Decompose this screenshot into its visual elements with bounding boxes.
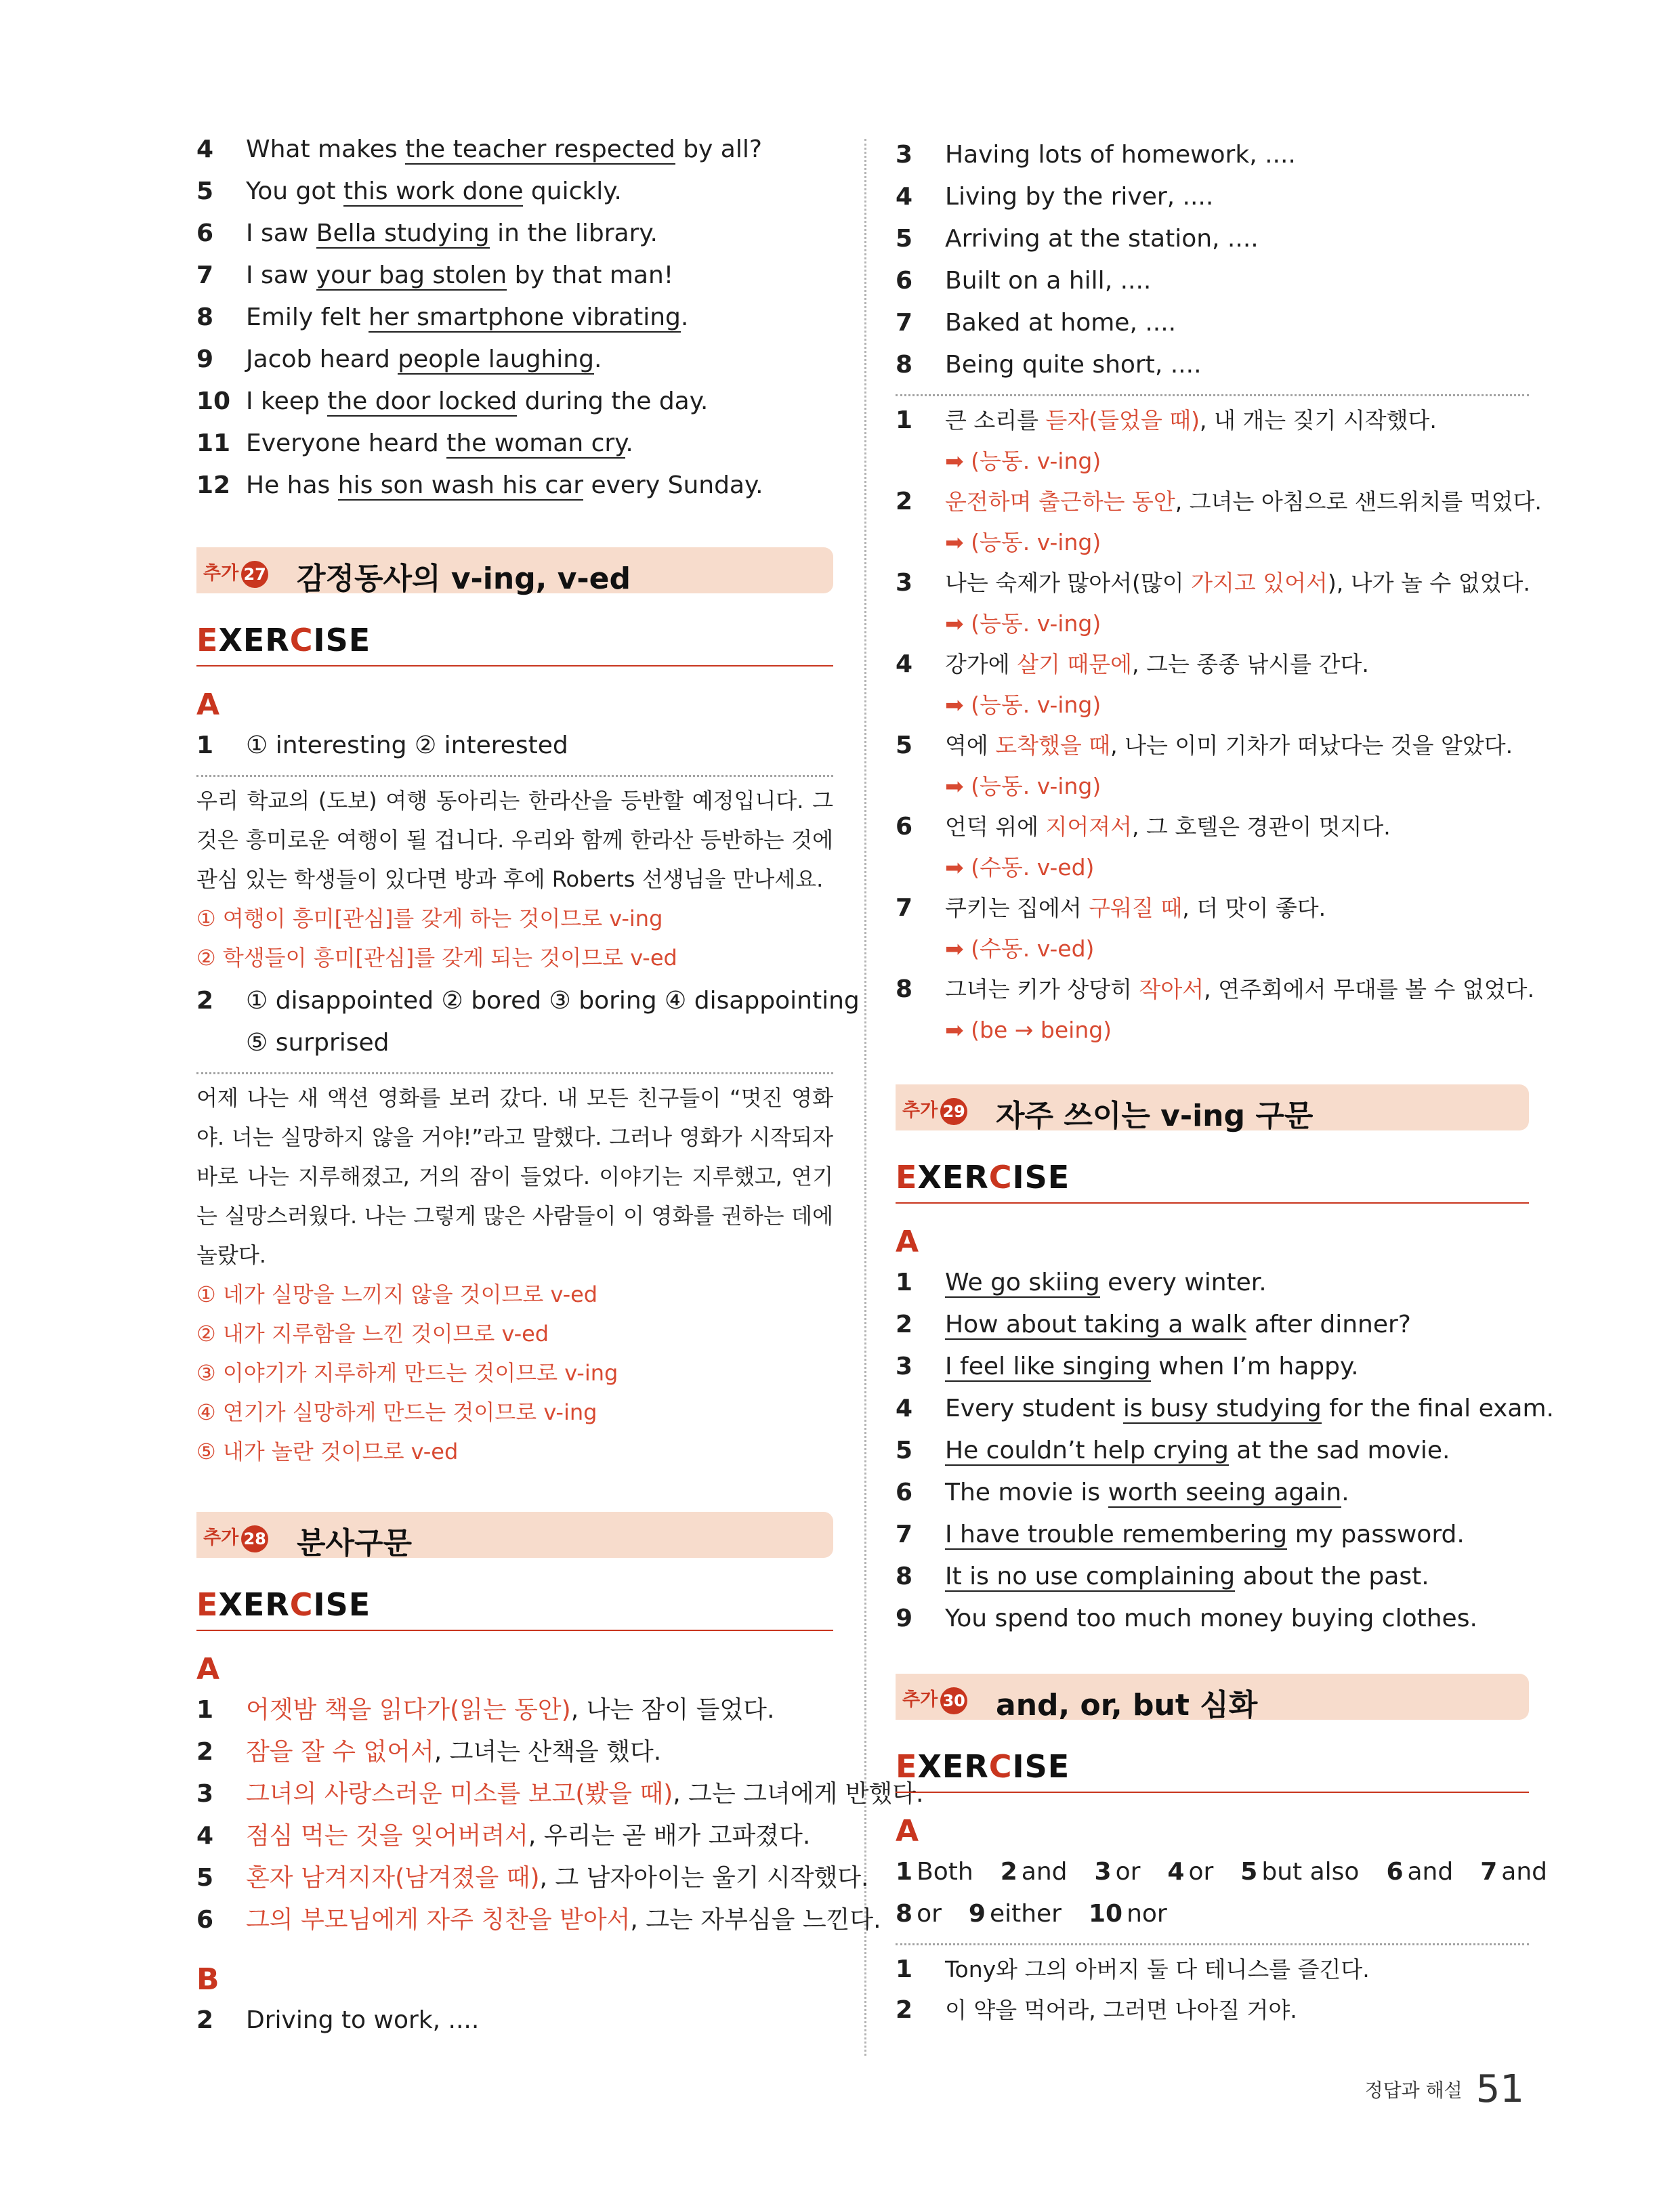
translation-text: Tony와 그의 아버지 둘 다 테니스를 즐긴다.: [945, 1956, 1370, 1983]
answer-item: [1167, 1858, 1213, 1886]
item-number: 7: [196, 261, 214, 289]
translation-item: [896, 807, 1529, 888]
translation-item: [896, 888, 1529, 969]
text-segment: , 그녀는 아침으로 샌드위치를 먹었다.: [1175, 488, 1542, 515]
answer-word: and: [1407, 1858, 1454, 1886]
sentence-row: [196, 465, 833, 507]
underlined-phrase: worth seeing again: [1108, 1479, 1342, 1506]
item-number: 6: [196, 219, 214, 247]
translation-item: [896, 563, 1529, 644]
text-segment: my password.: [1287, 1521, 1465, 1548]
text-segment: 그녀는 키가 상당히: [945, 976, 1139, 1002]
translation-list: [896, 1949, 1529, 2031]
section-title: and, or, but 심화: [996, 1688, 1258, 1722]
underlined-phrase: I feel like singing: [945, 1353, 1151, 1380]
answer-row: [196, 1731, 833, 1773]
item-number: 4: [896, 183, 913, 211]
item-number: 9: [968, 1900, 986, 1928]
answer-word: or: [1115, 1858, 1141, 1886]
text-segment: quickly.: [523, 177, 622, 205]
text-segment: , 연주회에서 무대를 볼 수 없었다.: [1204, 976, 1534, 1002]
translation-item: [896, 1990, 1529, 2031]
answer-row: [196, 1857, 869, 1899]
text-segment: .: [625, 429, 633, 457]
item-number: 7: [896, 894, 913, 922]
item-text: [945, 1346, 1359, 1388]
sentence-row: [196, 171, 833, 213]
answer-highlight: 작아서: [1139, 976, 1204, 1002]
translation-text: [945, 807, 1529, 847]
item-number: 8: [196, 303, 214, 331]
underlined-phrase: How about taking a walk: [945, 1311, 1247, 1338]
note-line: ④ 연기가 실망하게 만드는 것이므로 v-ing: [196, 1399, 597, 1425]
item-number: 2: [196, 1738, 214, 1766]
text-segment: in the library.: [489, 219, 658, 247]
answer-highlight: 점심 먹는 것을 잊어버려서: [246, 1822, 528, 1850]
text-segment: at the sad movie.: [1228, 1437, 1450, 1464]
item-text: Built on a hill, ....: [945, 267, 1152, 295]
item-number: 4: [896, 1395, 913, 1422]
sentence-row: [196, 423, 833, 465]
text-segment: Jacob heard: [246, 345, 398, 373]
sentence-row: [196, 381, 833, 423]
section-header-29: [896, 1084, 1529, 1133]
underlined-phrase: the woman cry: [446, 429, 626, 457]
answer-item: [1240, 1858, 1359, 1886]
grammar-note: ➡ (능동. v-ing): [945, 448, 1101, 474]
item-text: [945, 1388, 1554, 1430]
text-segment: during the day.: [517, 387, 709, 415]
translation-paragraph: 우리 학교의 (도보) 여행 동아리는 한라산을 등반할 예정입니다. 그것은 흥미로운 여행이 될 겁니다. 우리와 함께 한라산 등반하는 것에 관심 있는 학생들이 있다면 방과 후에 Roberts 선생님을 만나세요.: [196, 788, 833, 892]
translation-item: [896, 969, 1534, 1051]
item-number: 5: [896, 225, 913, 253]
underlined-phrase: the teacher respected: [405, 135, 675, 163]
item-number: 6: [196, 1906, 214, 1934]
answer-item: [1095, 1858, 1141, 1886]
underlined-phrase: He couldn’t help crying: [945, 1437, 1229, 1464]
grammar-note: ➡ (수동. v-ed): [945, 854, 1095, 881]
sentence-row: [896, 1430, 1529, 1472]
section-title: 감정동사의 v-ing, v-ed: [297, 562, 631, 596]
item-text: [246, 213, 658, 255]
underlined-phrase: your bag stolen: [316, 261, 507, 289]
text-segment: , 그 남자아이는 울기 시작했다.: [539, 1864, 869, 1892]
item-number: 8: [896, 1563, 913, 1590]
item-number: 2: [896, 1311, 913, 1338]
text-segment: , 그 호텔은 경관이 멋지다.: [1132, 813, 1391, 840]
sentence-row: [896, 1598, 1529, 1640]
answer-word: Both: [917, 1858, 973, 1886]
text-segment: .: [680, 303, 689, 331]
note-line: ① 네가 실망을 느끼지 않을 것이므로 v-ed: [196, 1282, 598, 1307]
underlined-phrase: We go skiing: [945, 1269, 1100, 1296]
item-text: [246, 381, 708, 423]
answer-word: or: [917, 1900, 942, 1928]
translation-item: [896, 400, 1529, 482]
item-number: 1: [896, 1858, 913, 1886]
item-text: [246, 1731, 661, 1773]
text-segment: , 우리는 곧 배가 고파졌다.: [528, 1822, 811, 1850]
underlined-phrase: the door locked: [327, 387, 518, 415]
text-segment: every winter.: [1099, 1269, 1267, 1296]
part-letter: A: [196, 688, 220, 722]
answer-list: [896, 134, 1529, 386]
translation-item: [896, 725, 1529, 807]
item-number: 7: [896, 309, 913, 337]
text-segment: , 나는 이미 기차가 떠났다는 것을 알았다.: [1110, 732, 1513, 759]
item-number: 1: [896, 1269, 913, 1296]
item-text: Being quite short, ....: [945, 351, 1202, 379]
text-segment: I keep: [246, 387, 328, 415]
text-segment: Emily felt: [246, 303, 369, 331]
grammar-note: ➡ (능동. v-ing): [945, 610, 1101, 637]
text-segment: He has: [246, 471, 338, 499]
item-number: 2: [896, 1996, 913, 2024]
sentence-row: [196, 213, 833, 255]
text-segment: What makes: [246, 135, 406, 163]
text-segment: for the final exam.: [1321, 1395, 1555, 1422]
section-tag: 추가 28: [203, 1523, 268, 1552]
text-segment: Every student: [945, 1395, 1123, 1422]
text-segment: , 나는 잠이 들었다.: [570, 1696, 775, 1724]
text-segment: .: [593, 345, 602, 373]
answer-row: [896, 260, 1529, 302]
answer-line: [896, 1851, 1548, 1893]
dotted-separator: [196, 775, 833, 777]
answer-word: or: [1188, 1858, 1214, 1886]
item-text: Arriving at the station, ....: [945, 225, 1259, 253]
item-number: 5: [896, 1437, 913, 1464]
translation-list: [896, 400, 1542, 1051]
sentence-row: [196, 129, 833, 171]
answer-highlight: 혼자 남겨지자(남겨졌을 때): [246, 1864, 540, 1892]
item-number: 3: [896, 1353, 913, 1380]
answer-highlight: 잠을 잘 수 없어서: [246, 1738, 434, 1766]
grammar-note: ➡ (능동. v-ing): [945, 692, 1101, 718]
translation-text: [945, 482, 1542, 522]
item-number: 10: [196, 387, 231, 415]
text-segment: 언덕 위에: [945, 813, 1046, 840]
grammar-note: ➡ (능동. v-ing): [945, 529, 1101, 555]
item-text: [945, 1262, 1267, 1304]
translation-text: [945, 888, 1529, 929]
answer-list: [196, 1689, 924, 1941]
item-number: 7: [1480, 1858, 1498, 1886]
translation-text: [945, 644, 1529, 685]
item-number: 11: [196, 429, 231, 457]
item-number: 7: [896, 1521, 913, 1548]
item-number: 12: [196, 471, 231, 499]
underlined-phrase: is busy studying: [1122, 1395, 1322, 1422]
item-number: 6: [896, 1479, 913, 1506]
sentence-row: [896, 1388, 1555, 1430]
sentence-row: [196, 297, 833, 339]
sentence-row: [896, 1304, 1529, 1346]
answer-word: either: [989, 1900, 1062, 1928]
item-text: [246, 129, 762, 171]
item-number: 2: [896, 488, 913, 515]
grammar-note: ➡ (능동. v-ing): [945, 773, 1101, 799]
section-header-28: [196, 1512, 833, 1561]
text-segment: every Sunday.: [583, 471, 763, 499]
answer-list: [896, 1262, 1555, 1640]
item-number: 6: [896, 813, 913, 841]
answer-row: [896, 302, 1529, 344]
item-number: 4: [196, 135, 214, 163]
exercise-heading: EXERCISE: [896, 1159, 1529, 1204]
item-text: [945, 1304, 1411, 1346]
answer-row: [196, 1815, 833, 1857]
answer-highlight: 지어져서: [1045, 813, 1133, 840]
text-segment: , 그는 자부심을 느낀다.: [630, 1906, 881, 1934]
item-text: Having lots of homework, ....: [945, 141, 1296, 169]
text-segment: about the past.: [1235, 1563, 1429, 1590]
text-segment: 나는 숙제가 많아서(많이: [945, 570, 1192, 596]
answer-item: [1089, 1900, 1167, 1928]
answer-item: [969, 1900, 1062, 1928]
item-number: 4: [196, 1822, 214, 1850]
item-text: [246, 255, 673, 297]
item-text: [246, 1689, 774, 1731]
item-text: [945, 1430, 1450, 1472]
item-number: 8: [896, 1900, 913, 1928]
translation-text: 이 약을 먹어라, 그러면 나아질 거야.: [945, 1997, 1297, 2023]
sentence-row: [896, 1346, 1529, 1388]
item-text: [246, 339, 602, 381]
prev-exercise-items: [196, 129, 833, 507]
answer-row: [896, 134, 1529, 176]
part-letter: B: [196, 1962, 219, 1997]
underlined-phrase: his son wash his car: [337, 471, 583, 499]
dotted-separator: [896, 1943, 1529, 1945]
answer-row-cont: ⑤ surprised: [246, 1029, 390, 1057]
text-segment: 쿠키는 집에서: [945, 895, 1089, 921]
note-line: ② 학생들이 흥미[관심]를 갖게 되는 것이므로 v-ed: [196, 945, 677, 971]
item-text: [945, 1556, 1429, 1598]
note-line: ③ 이야기가 지루하게 만드는 것이므로 v-ing: [196, 1360, 618, 1386]
answer-highlight: 그의 부모님에게 자주 칭찬을 받아서: [246, 1906, 631, 1934]
answer-highlight: 어젯밤 책을 읽다가(읽는 동안): [246, 1696, 571, 1724]
item-text: [246, 1815, 810, 1857]
section-tag: 추가 27: [203, 558, 268, 588]
text-segment: by all?: [675, 135, 762, 163]
note-line: ⑤ 내가 놀란 것이므로 v-ed: [196, 1439, 459, 1464]
section-tag: 추가 29: [902, 1095, 967, 1125]
text-segment: The movie is: [945, 1479, 1108, 1506]
item-number: 6: [896, 267, 913, 295]
answer-row: [896, 344, 1529, 386]
part-letter: A: [896, 1225, 919, 1259]
text-segment: , 그는 그녀에게 반했다.: [673, 1780, 924, 1808]
exercise-heading: EXERCISE: [196, 622, 833, 667]
underlined-phrase: her smartphone vibrating: [368, 303, 681, 331]
answer-item: [1001, 1858, 1068, 1886]
item-text: Living by the river, ....: [945, 183, 1214, 211]
item-number: 3: [1094, 1858, 1112, 1886]
note-line: ② 내가 지루함을 느낀 것이므로 v-ed: [196, 1321, 549, 1347]
text-segment: by that man!: [507, 261, 674, 289]
item-text: [945, 1472, 1349, 1514]
answer-row: 2 Driving to work, ....: [196, 2006, 480, 2034]
answer-highlight: 그녀의 사랑스러운 미소를 보고(봤을 때): [246, 1780, 673, 1808]
translation-item: [896, 482, 1542, 563]
right-column: [896, 129, 1555, 2031]
item-number: 9: [896, 1605, 913, 1632]
note-line: ① 여행이 흥미[관심]를 갖게 하는 것이므로 v-ing: [196, 906, 663, 931]
item-text: [945, 1514, 1465, 1556]
translation-text: [945, 725, 1529, 766]
section-title: 분사구문: [297, 1526, 413, 1561]
column-divider: [864, 139, 866, 2056]
item-number: 5: [196, 177, 214, 205]
sentence-row: [196, 339, 833, 381]
text-segment: I saw: [246, 261, 316, 289]
item-number: 10: [1088, 1900, 1123, 1928]
answer-row: 1 ① interesting ② interested: [196, 732, 568, 759]
text-segment: 역에: [945, 732, 996, 759]
exercise-heading: EXERCISE: [196, 1586, 833, 1631]
underlined-phrase: people laughing: [398, 345, 594, 373]
underlined-phrase: this work done: [343, 177, 524, 205]
text-segment: 큰 소리를: [945, 407, 1046, 433]
part-letter: A: [896, 1814, 919, 1848]
page-footer: [1355, 2067, 1524, 2111]
answer-item: [1386, 1858, 1453, 1886]
item-text: [246, 423, 633, 465]
item-text: [246, 1899, 881, 1941]
section-header-30: [896, 1674, 1529, 1720]
item-text: Baked at home, ....: [945, 309, 1177, 337]
page-number: 51: [1475, 2067, 1524, 2111]
item-number: 5: [896, 732, 913, 759]
answer-item: [896, 1858, 973, 1886]
item-text: [246, 465, 763, 507]
explanation-notes: [196, 899, 833, 977]
answer-row: 2 ① disappointed ② bored ③ boring ④ disappointing: [196, 987, 860, 1015]
text-segment: You got: [246, 177, 343, 205]
text-segment: I saw: [246, 219, 316, 247]
item-number: 1: [896, 1955, 913, 1983]
sentence-row: [896, 1556, 1529, 1598]
underlined-phrase: I have trouble remembering: [945, 1521, 1288, 1548]
answer-word: but also: [1261, 1858, 1360, 1886]
item-text: [246, 297, 688, 339]
translation-item: [896, 1949, 1529, 1990]
exercise-heading: EXERCISE: [896, 1748, 1529, 1793]
translation-paragraph: 어제 나는 새 액션 영화를 보러 갔다. 내 모든 친구들이 “멋진 영화야. 너는 실망하지 않을 거야!”라고 말했다. 그러나 영화가 시작되자 바로 나는 지루해졌고, 거의 잠이 들었다. 이야기는 지루했고, 연기는 실망스러웠다. 나는 그렇게 많은 사람들이 이 영화를 권하는 데에 놀랐다.: [196, 1085, 833, 1268]
sentence-row: [896, 1514, 1529, 1556]
item-number: 2: [1000, 1858, 1017, 1886]
answer-row: [196, 1899, 881, 1941]
item-number: 1: [896, 406, 913, 434]
part-letter: A: [196, 1652, 220, 1687]
item-text: [246, 1773, 923, 1815]
item-text: [246, 1857, 869, 1899]
item-text: [246, 171, 622, 213]
answer-row: [196, 1689, 833, 1731]
answer-highlight: 도착했을 때: [995, 732, 1111, 759]
text-segment: .: [1341, 1479, 1349, 1506]
answer-highlight: 듣자(들었을 때): [1045, 407, 1200, 433]
section-tag: 추가 30: [902, 1685, 967, 1714]
answer-highlight: 가지고 있어서: [1191, 570, 1328, 596]
translation-text: [945, 400, 1529, 441]
underlined-phrase: It is no use complaining: [945, 1563, 1236, 1590]
text-segment: Everyone heard: [246, 429, 447, 457]
answer-word: nor: [1127, 1900, 1167, 1928]
answer-highlight: 운전하며 출근하는 동안: [945, 488, 1175, 515]
text-segment: when I’m happy.: [1150, 1353, 1359, 1380]
dotted-separator: [896, 394, 1529, 396]
answer-word: and: [1501, 1858, 1548, 1886]
item-number: 4: [896, 650, 913, 678]
underlined-phrase: Bella studying: [316, 219, 490, 247]
answer-word: and: [1021, 1858, 1068, 1886]
item-number: 6: [1386, 1858, 1404, 1886]
left-column: [196, 129, 924, 2042]
answer-line: [896, 1893, 1529, 1935]
grammar-note: ➡ (수동. v-ed): [945, 935, 1095, 962]
sentence-row: [896, 1472, 1529, 1514]
answer-item: [896, 1900, 942, 1928]
item-number: 3: [896, 141, 913, 169]
text-segment: You spend too much money buying clothes.: [945, 1605, 1477, 1632]
text-segment: , 내 개는 짖기 시작했다.: [1200, 407, 1437, 433]
item-text: [945, 1598, 1477, 1640]
text-segment: , 그녀는 산책을 했다.: [434, 1738, 662, 1766]
answer-item: [1480, 1858, 1547, 1886]
text-segment: , 그는 종종 낚시를 간다.: [1132, 651, 1369, 677]
section-header-27: [196, 547, 833, 596]
text-segment: , 더 맛이 좋다.: [1182, 895, 1326, 921]
answer-row: [196, 1773, 924, 1815]
item-number: 1: [196, 1696, 214, 1724]
text-segment: 강가에: [945, 651, 1017, 677]
item-number: 8: [896, 975, 913, 1003]
sentence-row: [196, 255, 833, 297]
item-number: 3: [896, 569, 913, 597]
explanation-notes: [196, 1275, 833, 1471]
item-number: 3: [196, 1780, 214, 1808]
answer-row: [896, 176, 1529, 218]
item-number: 9: [196, 345, 214, 373]
answer-highlight: 살기 때문에: [1017, 651, 1133, 677]
answer-row: [896, 218, 1529, 260]
translation-item: [896, 644, 1529, 725]
item-number: 5: [1240, 1858, 1258, 1886]
sentence-row: [896, 1262, 1529, 1304]
answer-highlight: 구워질 때: [1089, 895, 1183, 921]
item-number: 5: [196, 1864, 214, 1892]
translation-text: [945, 969, 1534, 1010]
section-title: 자주 쓰이는 v-ing 구문: [996, 1099, 1314, 1133]
text-segment: ), 나가 놀 수 없었다.: [1327, 570, 1530, 596]
footer-label: 정답과 해설: [1364, 2079, 1463, 2102]
translation-text: [945, 563, 1529, 604]
item-number: 4: [1167, 1858, 1185, 1886]
text-segment: after dinner?: [1246, 1311, 1411, 1338]
grammar-note: ➡ (be → being): [945, 1017, 1112, 1043]
dotted-separator: [196, 1072, 833, 1074]
item-number: 8: [896, 351, 913, 379]
